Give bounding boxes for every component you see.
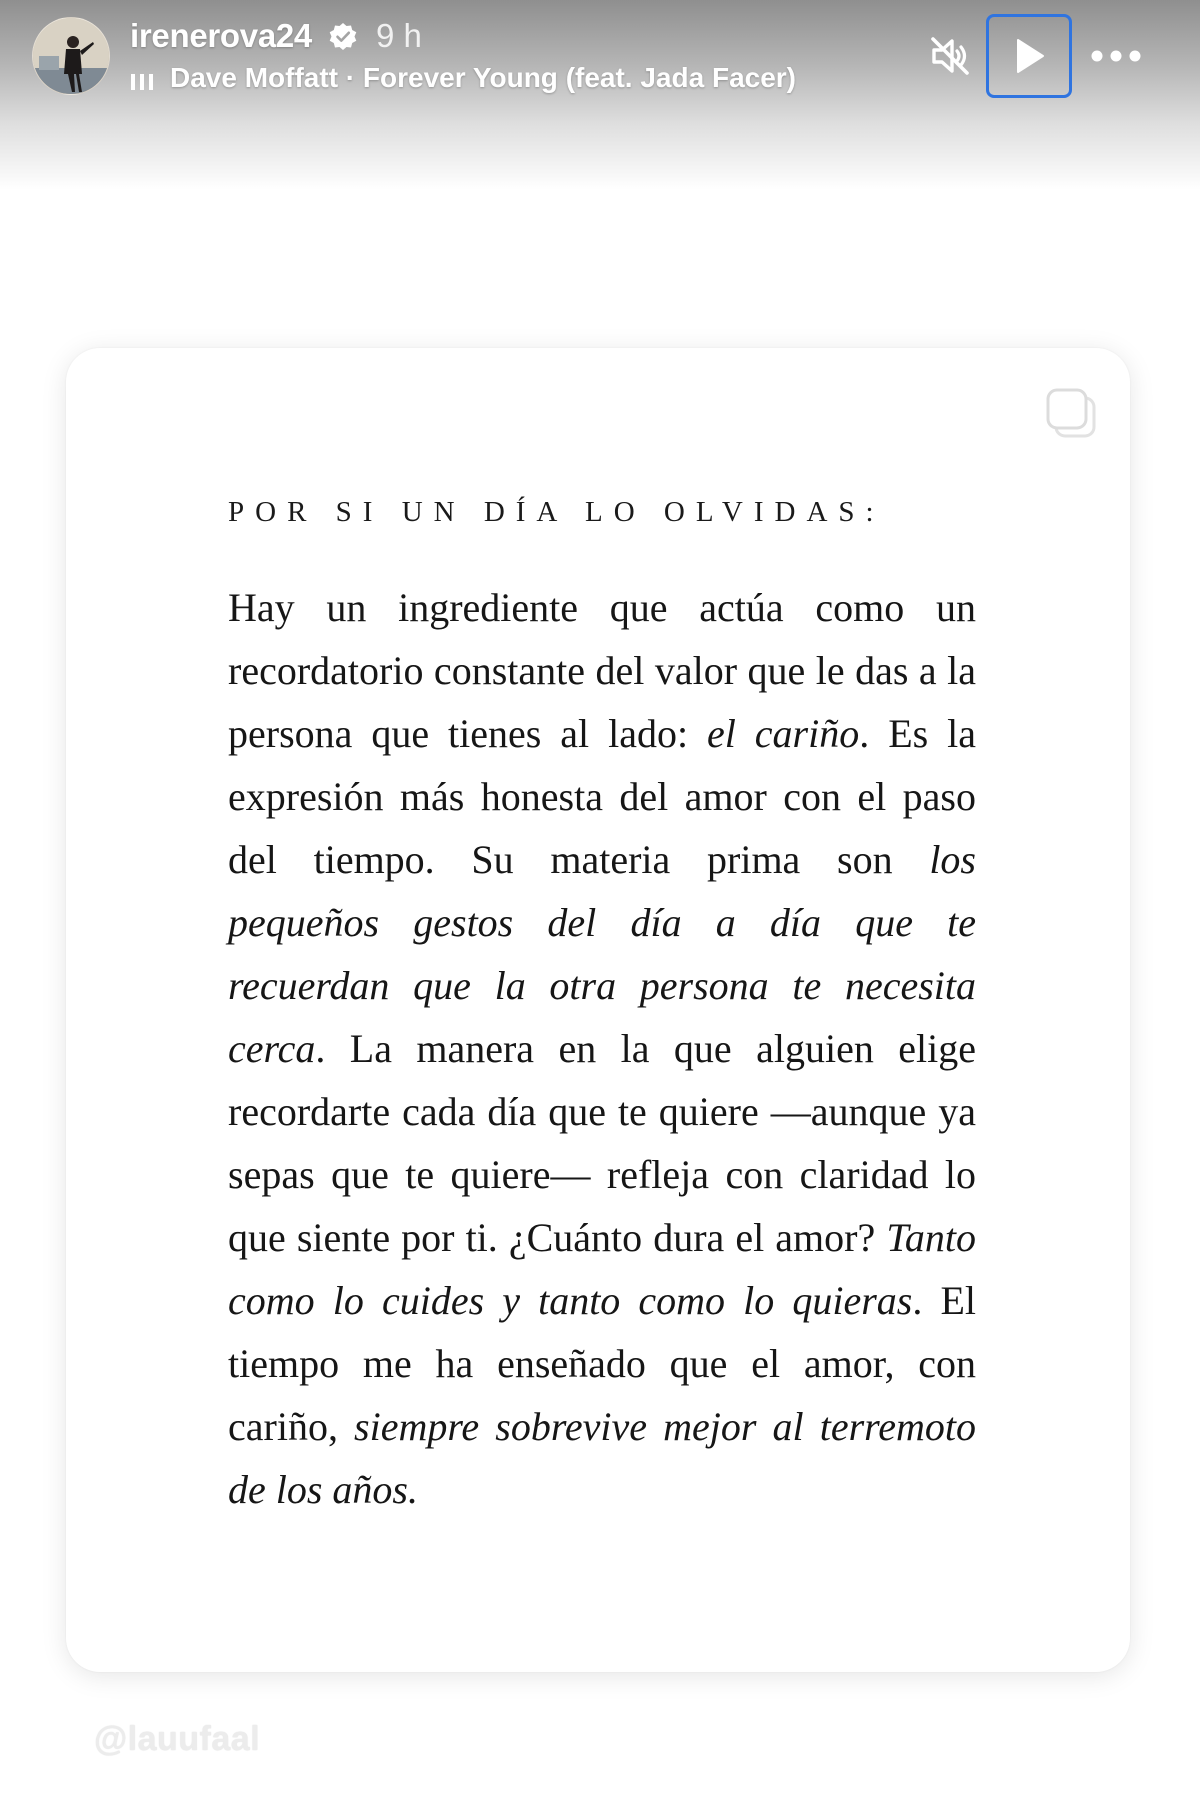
card-heading: POR SI UN DÍA LO OLVIDAS: bbox=[228, 496, 885, 528]
play-button[interactable] bbox=[986, 14, 1072, 98]
story-header bbox=[0, 0, 1200, 120]
more-dots-icon bbox=[1090, 49, 1142, 63]
music-separator: · bbox=[345, 62, 356, 93]
card-paragraph bbox=[228, 576, 976, 1521]
copy-icon[interactable] bbox=[1040, 382, 1104, 446]
avatar-photo bbox=[33, 18, 110, 95]
verified-badge-icon bbox=[328, 22, 358, 52]
music-artist: Dave Moffatt bbox=[170, 62, 339, 93]
play-icon bbox=[1009, 36, 1049, 76]
paragraph-segment: . Es la expresión más honesta del amor con el paso del tiempo. Su materia prima son bbox=[228, 711, 976, 882]
paragraph-italic-segment: Tanto como lo cuides y tanto como lo quieras bbox=[228, 1215, 976, 1323]
paragraph-segment: Hay un ingrediente que actúa como un recordatorio constante del valor que le das a la persona que tienes al lado: bbox=[228, 585, 976, 756]
avatar[interactable] bbox=[32, 17, 110, 95]
music-attribution[interactable] bbox=[170, 62, 796, 94]
quote-card bbox=[66, 348, 1130, 1672]
speaker-muted-icon bbox=[928, 34, 972, 78]
paragraph-italic-segment: el cariño bbox=[707, 711, 860, 756]
paragraph-segment: . La manera en la que alguien elige recordarte cada día que te quiere —aunque ya sepas que te quiere— refleja con claridad lo que siente por ti. ¿Cuánto dura el amor? bbox=[228, 1026, 976, 1260]
watermark: @lauufaal bbox=[94, 1720, 261, 1758]
music-song: Forever Young (feat. Jada Facer) bbox=[362, 62, 797, 93]
paragraph-segment: . El tiempo me ha enseñado que el amor, con cariño, bbox=[228, 1278, 977, 1449]
paragraph-italic-segment: siempre sobrevive mejor al terremoto de los años. bbox=[228, 1404, 976, 1512]
username[interactable]: irenerova24 bbox=[130, 17, 312, 54]
mute-button[interactable] bbox=[924, 30, 976, 82]
paragraph-italic-segment: los pequeños gestos del día a día que te recuerdan que la otra persona te necesita cerca bbox=[228, 837, 976, 1071]
more-options-button[interactable] bbox=[1088, 34, 1144, 78]
music-bars-icon bbox=[130, 70, 154, 92]
post-time: 9 h bbox=[376, 17, 422, 54]
